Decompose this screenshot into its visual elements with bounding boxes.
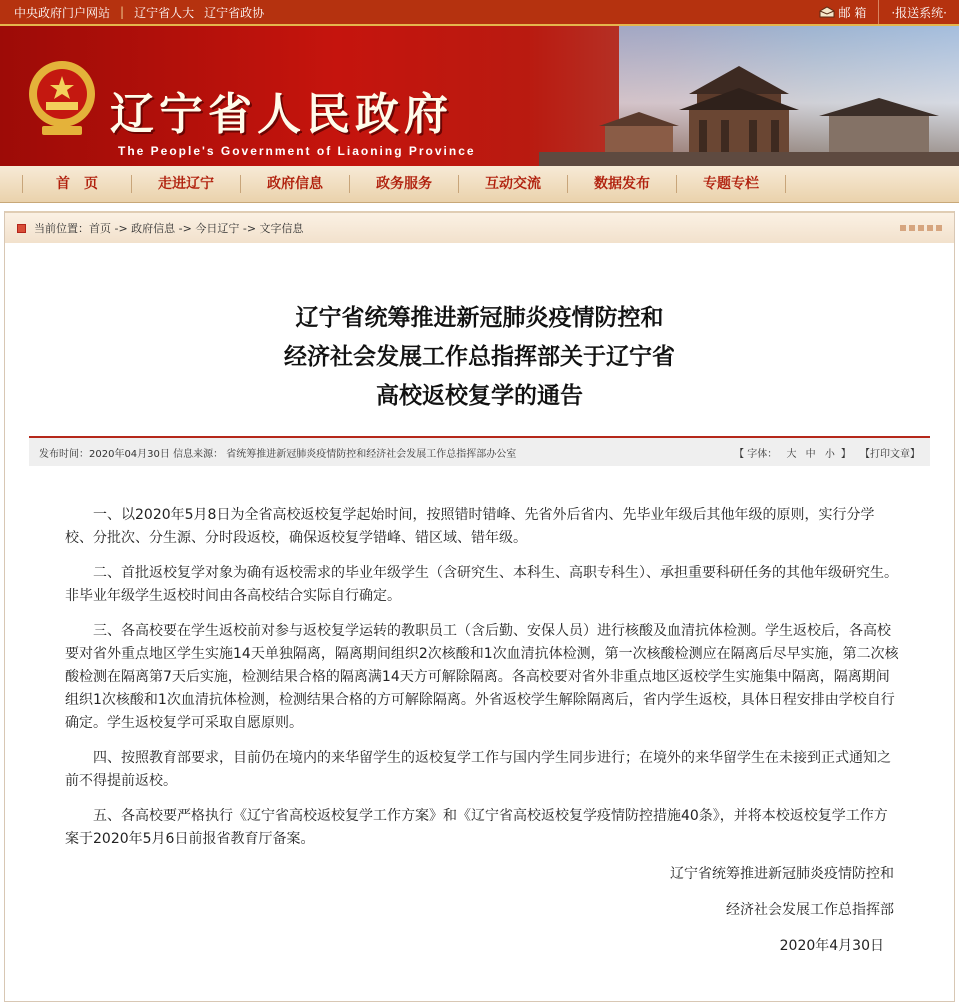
paragraph: 二、首批返校复学对象为确有返校需求的毕业年级学生（含研究生、本科生、高职专科生）、承担重要科研任务的其他年级研究生。非毕业年级学生返校时间由各高校结合实际自行确定。	[65, 565, 898, 604]
decorative-dots-icon	[897, 225, 942, 231]
link-central-gov[interactable]: 中央政府门户网站	[14, 5, 111, 20]
paragraph: 五、各高校要严格执行《辽宁省高校返校复学工作方案》和《辽宁省高校返校复学疫情防控措施40条》，并将本校返校复学工作方案于2020年5月6日前报省教育厅备案。	[65, 808, 888, 847]
article-title	[5, 299, 954, 416]
paragraph: 一、以2020年5月8日为全省高校返校复学起始时间，按照错时错峰、先省外后省内、先毕业年级后其他年级的原则，实行分学校、分批次、分生源、分时段返校，确保返校复学错峰、错区域、错年级。	[65, 507, 875, 546]
nav-gov-info[interactable]: 政府信息	[240, 175, 349, 193]
national-emblem-icon	[26, 56, 98, 140]
article-tools	[728, 445, 920, 460]
mail-label: 邮 箱	[838, 5, 867, 20]
report-system-link[interactable]	[878, 0, 959, 24]
font-size-medium[interactable]: 中	[805, 448, 816, 460]
font-size-small[interactable]: 小	[824, 448, 835, 460]
breadcrumb-label: 当前位置：	[34, 222, 89, 235]
signature-block	[5, 863, 954, 957]
nav-about-liaoning[interactable]: 走进辽宁	[131, 175, 240, 193]
article-meta	[29, 438, 930, 466]
title-line: 经济社会发展工作总指挥部关于辽宁省	[284, 344, 675, 370]
top-tools	[807, 0, 959, 24]
link-provincial-npc[interactable]: 辽宁省人大	[134, 5, 195, 20]
signature-date: 2020年4月30日	[779, 938, 884, 954]
font-size-large[interactable]: 大	[786, 448, 797, 460]
top-links	[0, 4, 274, 21]
main-nav	[0, 166, 959, 203]
top-bar	[0, 0, 959, 26]
divider: |	[120, 5, 125, 19]
signature-line: 经济社会发展工作总指挥部	[726, 902, 894, 918]
breadcrumb-bar	[5, 211, 954, 243]
mail-link[interactable]	[807, 0, 879, 24]
nav-gov-services[interactable]: 政务服务	[349, 175, 458, 193]
breadcrumb	[17, 220, 304, 236]
article-body	[5, 466, 954, 851]
nav-home[interactable]: 首 页	[22, 175, 131, 193]
publish-info: 发布时间：2020年04月30日 信息来源： 省统筹推进新冠肺炎疫情防控和经济社会发展工作总指挥部办公室	[39, 448, 517, 460]
breadcrumb-bullet-icon	[17, 224, 26, 233]
paragraph: 三、各高校要在学生返校前对参与返校复学运转的教职员工（含后勤、安保人员）进行核酸及血清抗体检测。学生返校后，各高校要对省外重点地区学生实施14天单独隔离，隔离期间组织2次核酸和1次血清抗体检测，第一次核酸检测应在隔离后尽早实施，第二次核酸检测在隔离第7天后实施，检测结果合格的隔离满14天方可解除隔离。各高校要对省外非重点地区返校学生实施集中隔离，隔离期间组织1次核酸和1次血清抗体检测，检测结果合格的方可解除隔离。外省返校学生解除隔离后，省内学生返校，具体日程安排由学校自行确定。学生返校复学可采取自愿原则。	[65, 623, 899, 731]
content-frame	[4, 211, 955, 1002]
signature-line: 辽宁省统筹推进新冠肺炎疫情防控和	[670, 866, 894, 882]
title-line: 辽宁省统筹推进新冠肺炎疫情防控和	[295, 305, 664, 331]
nav-special-topics[interactable]: 专题专栏	[676, 175, 786, 193]
print-article-button[interactable]: 【打印文章】	[860, 448, 920, 460]
site-banner	[0, 26, 959, 166]
site-subtitle: The People's Government of Liaoning Province	[118, 144, 476, 158]
font-size-close: 】	[840, 448, 851, 460]
nav-interaction[interactable]: 互动交流	[458, 175, 567, 193]
paragraph: 四、按照教育部要求，目前仍在境内的来华留学生的返校复学工作与国内学生同步进行；在境外的来华留学生在未接到正式通知之前不得提前返校。	[65, 750, 891, 789]
font-size-label: 【 字体：	[734, 448, 778, 460]
breadcrumb-path[interactable]: 首页 -> 政府信息 -> 今日辽宁 -> 文字信息	[89, 222, 304, 235]
nav-data-release[interactable]: 数据发布	[567, 175, 676, 193]
site-title: 辽宁省人民政府	[110, 89, 453, 140]
report-system-label: ·报送系统·	[891, 5, 947, 20]
palace-illustration	[539, 26, 959, 166]
title-line: 高校返校复学的通告	[376, 383, 583, 409]
link-provincial-cppcc[interactable]: 辽宁省政协	[204, 5, 265, 20]
mail-icon	[819, 6, 835, 18]
